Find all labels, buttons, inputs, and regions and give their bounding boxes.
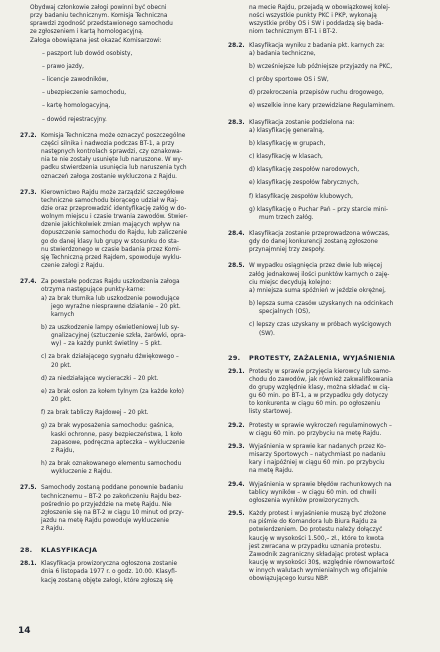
- spacer: [228, 346, 424, 354]
- text-line: Protesty w sprawie wykroczeń regulaminowych –: [249, 422, 392, 429]
- text-line: pośrednio po przyjeździe na metę Rajdu. Nie: [41, 501, 172, 508]
- text-line: do grupy względnie klasy, można składać w cią-: [249, 385, 390, 391]
- text-line: Wyjaśnienia w sprawie błędów rachunkowych na: [249, 481, 392, 488]
- section-number: 28.4.: [228, 230, 245, 237]
- text-line: zgłoszenie się na BT-2 w ciągu 10 minut od przy-: [41, 509, 184, 516]
- text-line: na metę Rajdu.: [249, 468, 294, 475]
- text-line: f) za brak tabliczy Rajdowej – 20 pkt.: [41, 410, 149, 417]
- list-item: a) mniejsza suma spóźnień w jeździe okrężnej,: [249, 287, 386, 294]
- text-line: w ciągu 60 min. po przybyciu na metę Rajdu.: [249, 430, 382, 437]
- text-line: 20 pkt.: [51, 397, 72, 404]
- text-line: go do danej klasy lub grupy w stosunku do sta-: [41, 238, 179, 245]
- spacer: [228, 222, 424, 230]
- list-item: a) badania techniczne,: [249, 50, 316, 57]
- text-line: chodu do zawodów, jak również zakwalifikowania: [249, 376, 393, 383]
- text-line: ności wszystkie punkty PKC i PKP, wykonają: [249, 13, 377, 20]
- text-line: wolnym miejscu i czasie trwania zawodów. Stwier-: [41, 214, 188, 221]
- section-28-3: [228, 119, 424, 222]
- penalty-item-b: [41, 324, 216, 348]
- penalty-item-c: [41, 353, 216, 369]
- list-item: – paszport lub dowód osobisty,: [42, 50, 133, 57]
- text-line: Komisja Techniczna może oznaczyć poszczególne: [41, 132, 186, 139]
- list-item: b) wcześniejsze lub późniejsze przyjazdy na PKC,: [249, 63, 393, 70]
- section-number: 29.2.: [228, 422, 245, 429]
- list-item: a) klasyfikację generalną,: [249, 127, 324, 134]
- list-item: d) przekroczenia przepisów ruchu drogowego,: [249, 90, 384, 97]
- spacer: [228, 111, 424, 119]
- text-line: gu 60 min. po BT-1, a w przypadku gdy dotyczy: [249, 393, 389, 400]
- section-number: 28.: [20, 546, 33, 555]
- text-line: sję Techniczną przed Rajdem, spowoduje wyklu-: [41, 254, 182, 261]
- text-line: jego wyraźne niesprawne działanie – 20 pkt.: [51, 303, 181, 310]
- text-line: części silnika i nadwozia podczas BT-1, a przy: [41, 140, 175, 147]
- text-line: Klasyfikacja zostanie przeprowadzona wówczas,: [249, 230, 390, 237]
- list-item: d) klasyfikację zespołów narodowych,: [249, 167, 360, 174]
- section-number: 28.3.: [228, 119, 245, 126]
- text-line: a) za brak tłumika lub uszkodzenie powodujące: [41, 295, 180, 302]
- text-line: ze zgłoszeniem i kartą homologacyjną.: [30, 29, 144, 36]
- text-line: Protesty w sprawie przyjęcia kierowcy lub samo-: [249, 368, 391, 375]
- text-line: d) za niedziałające wycieraczki – 20 pkt.: [41, 375, 159, 382]
- text-line: ogłoszenia wyników prowizorycznych.: [249, 497, 360, 504]
- text-line: zapasowe, podręczna apteczka – wykluczenie: [51, 439, 185, 446]
- section-27-1-continuation: [20, 4, 216, 45]
- text-line: jazdu na metę Rajdu powoduje wykluczenie: [41, 517, 170, 524]
- text-line: w innych walutach wymienialnych wg oficjalnie: [249, 568, 388, 575]
- text-line: kaucję w wysokości 30$, względnie równowartość: [249, 559, 395, 566]
- text-line: c) za brak działającego sygnału dźwiękowego –: [41, 354, 179, 361]
- text-line: kary i najpóźniej w ciągu 60 min. po przybyciu: [249, 460, 385, 467]
- list-item: b) lepsza suma czasów uzyskanych na odcinkach: [249, 301, 394, 308]
- text-line: potwierdzeniem. Do protestu należy dołączyć: [249, 527, 383, 534]
- text-line: Klasyfikacja wyniku z badania pkt. karnych za:: [249, 42, 385, 49]
- text-line: h) za brak oznakowanego elementu samochodu: [41, 461, 182, 468]
- required-documents-list: [20, 50, 216, 124]
- section-29-5: [228, 510, 424, 583]
- list-item: c) lepszy czas uzyskany w próbach wyścigowych: [249, 322, 392, 329]
- section-28-1: [20, 560, 216, 584]
- list-item: – ubezpieczenie samochodu,: [42, 90, 127, 97]
- text-line: g) za brak wyposażenia samochodu: gaśnica,: [41, 423, 174, 430]
- penalty-item-d: [41, 375, 216, 383]
- list-item: c) klasyfikację w klasach,: [249, 154, 323, 161]
- section-number: 29.5.: [228, 511, 245, 518]
- section-number: 28.2.: [228, 42, 245, 49]
- text-line: Klasyfikacja prowizoryczna ogłoszona zostanie: [41, 561, 178, 568]
- list-item: b) klasyfikację w grupach,: [249, 140, 326, 147]
- text-line: dzie oraz przeprowadzić identyfikację załóg w do-: [41, 205, 187, 212]
- list-item: – dowód rejestracyjny.: [42, 116, 107, 123]
- text-line: listy startowej.: [249, 409, 292, 416]
- text-line: z Rajdu,: [51, 447, 75, 454]
- text-line: Obydwaj członkowie załogi powinni być obecni: [30, 5, 167, 11]
- section-29-2: [228, 422, 424, 438]
- text-line: Wyjaśnienia w sprawie kar nadanych przez Ko-: [249, 443, 386, 450]
- text-line: (SW).: [259, 330, 275, 337]
- penalty-item-h: [41, 460, 216, 476]
- text-line: dzenie jakichkolwiek zmian mających wpływ na: [41, 222, 180, 229]
- section-28-4: [228, 230, 424, 254]
- text-line: gdy do danej konkurencji zostaną zgłoszone: [249, 239, 378, 246]
- penalty-item-f: [41, 409, 216, 417]
- spacer: [228, 338, 424, 346]
- text-line: dnia 6 listopada 1977 r. o godz. 10.00. Klasyfi-: [41, 569, 177, 576]
- page-number: 14: [18, 626, 31, 636]
- spacer: [20, 476, 216, 484]
- section-number: 27.2.: [20, 132, 37, 139]
- text-line: nu stwierdzonego w czasie badania przez Komi-: [41, 246, 181, 253]
- list-item: e) wszelkie inne kary przewidziane Regulaminem.: [249, 103, 395, 110]
- text-line: kaski ochronne, pasy bezpieczeństwa, 1 koło: [51, 431, 183, 438]
- text-line: wy) – za każdy punkt świetlny – 5 pkt.: [51, 341, 162, 348]
- text-line: jest zwracana w przypadku uznania protestu.: [249, 543, 382, 550]
- text-line: Zawodnik zagraniczny składając protest wpłaca: [249, 551, 389, 558]
- section-27-3: [20, 189, 216, 271]
- section-number: 29.: [228, 353, 241, 362]
- text-line: karnych: [51, 311, 75, 318]
- section-29-1: [228, 368, 424, 417]
- text-line: przynajmniej trzy zespoły.: [249, 247, 325, 254]
- penalty-item-g: [41, 422, 216, 455]
- text-line: b) za uszkodzenie lampy oświetleniowej lub sy-: [41, 325, 180, 331]
- text-line: na mecie Rajdu, przejadą w obowiązkowej kolej-: [249, 5, 390, 11]
- text-line: niom technicznym BT-1 i BT-2.: [249, 29, 338, 36]
- text-line: Załoga obowiązana jest okazać Komisarzowi:: [30, 37, 162, 44]
- section-29-3: [228, 443, 424, 476]
- right-column: [228, 4, 424, 583]
- text-line: kaucję w wysokości 1.500,– zł., które to kwota: [249, 535, 384, 542]
- text-line: obowiązującego kursu NBP.: [249, 576, 329, 583]
- spacer: [20, 270, 216, 278]
- text-line: 20 pkt.: [51, 362, 72, 369]
- section-number: 28.5.: [228, 263, 245, 270]
- text-line: tablicy wyników – w ciągu 60 min. od chwili: [249, 489, 377, 496]
- spacer: [20, 124, 216, 132]
- list-item: – prawo jazdy,: [42, 63, 84, 70]
- left-column: [20, 4, 216, 585]
- spacer: [228, 254, 424, 262]
- section-number: 27.4.: [20, 279, 37, 286]
- text-line: Każdy protest i wyjaśnienie muszą być złożone: [249, 511, 387, 518]
- text-line: mum trzech załóg.: [259, 214, 314, 221]
- text-line: na piśmie do Komandora lub Biura Rajdu za: [249, 519, 377, 526]
- section-number: 29.4.: [228, 481, 245, 488]
- text-line: specjalnych (OS),: [259, 309, 311, 316]
- list-item: c) próby sportowe OS i SW,: [249, 77, 329, 84]
- text-line: wszystkie próby OS i SW i poddadzą się bada-: [249, 21, 384, 28]
- text-line: dopuszczenie samochodu do Rajdu, lub zaliczenie: [41, 230, 188, 237]
- section-number: 27.5.: [20, 485, 37, 492]
- section-27-4: [20, 278, 216, 476]
- list-item: – licencje zawodników,: [42, 77, 109, 84]
- text-line: technicznemu – BT-2 po zakończeniu Rajdu bez-: [41, 493, 182, 500]
- text-line: Samochody zostaną poddane ponownie badaniu: [41, 485, 183, 492]
- section-28-1-continuation: [228, 4, 424, 37]
- text-line: gnalizacyjnej (sztuczenie szkła, żarówki, opra-: [51, 333, 186, 340]
- text-line: następnych kontrolach sprawdzi, czy oznakowa-: [41, 149, 182, 156]
- list-item: f) klasyfikację zespołów klubowych,: [249, 193, 353, 200]
- text-line: kację zostaną objęte załogi, które zgłoszą się: [41, 577, 173, 584]
- text-line: sprawdzi zgodność przedstawionego samochodu: [30, 21, 173, 28]
- text-line: czenie załogi z Rajdu.: [41, 263, 105, 270]
- list-item: – kartę homologacyjną,: [42, 103, 111, 110]
- text-line: otrzyma następujące punkty-karne:: [41, 287, 146, 294]
- text-line: oznaczeń załoga zostanie wykluczona z Rajdu.: [41, 173, 178, 180]
- section-number: 29.3.: [228, 443, 245, 450]
- text-line: załóg jednakowej ilości punktów karnych o zaję-: [249, 271, 390, 278]
- text-line: misarzy Sportowych – natychmiast po nadaniu: [249, 452, 386, 459]
- text-line: techniczne samochodu biorącego udział w Raj-: [41, 197, 179, 204]
- text-line: Kierownictwo Rajdu może zarządzić szczegółowe: [41, 189, 184, 196]
- section-number: 28.1.: [20, 561, 37, 568]
- text-line: ciu miejsc decydują kolejno:: [249, 279, 332, 286]
- text-line: nia te nie zostały usunięte lub naruszone. W wy-: [41, 157, 183, 164]
- section-28-5: [228, 262, 424, 337]
- text-line: W wypadku osiągnięcia przez dwie lub więcej: [249, 263, 382, 270]
- section-27-5: [20, 484, 216, 533]
- section-title: KLASYFIKACJA: [41, 546, 98, 555]
- text-line: to konkurenta w ciągu 60 min. po ogłoszeniu: [249, 401, 381, 408]
- text-line: e) za brak osłon za kołem tylnym (za każde koło): [41, 388, 184, 395]
- spacer: [20, 533, 216, 541]
- text-line: wykluczenie z Rajdu.: [51, 469, 112, 476]
- section-title: PROTESTY, ZAŻALENIA, WYJAŚNIENIA: [249, 353, 396, 362]
- list-item: g) klasyfikację o Puchar Pań – przy starcie mini-: [249, 206, 388, 213]
- section-heading-29: [228, 354, 424, 363]
- spacer: [20, 181, 216, 189]
- text-line: z Rajdu.: [41, 526, 65, 533]
- list-item: e) klasyfikację zespołów fabrycznych,: [249, 180, 359, 187]
- section-number: 27.3.: [20, 189, 37, 196]
- text-line: Klasyfikacja zostanie podzielona na:: [249, 119, 355, 126]
- section-number: 29.1.: [228, 368, 245, 375]
- penalty-item-a: [41, 295, 216, 319]
- section-29-4: [228, 481, 424, 505]
- penalty-item-e: [41, 388, 216, 404]
- text-line: Za powstałe podczas Rajdu uszkodzenia załoga: [41, 279, 180, 286]
- section-28-2: [228, 42, 424, 111]
- text-line: przy badaniu technicznym. Komisja Techniczna: [30, 13, 168, 20]
- section-heading-28: [20, 546, 216, 555]
- text-line: padku stwierdzenia usunięcia lub naruszenia tych: [41, 165, 187, 172]
- section-27-2: [20, 132, 216, 181]
